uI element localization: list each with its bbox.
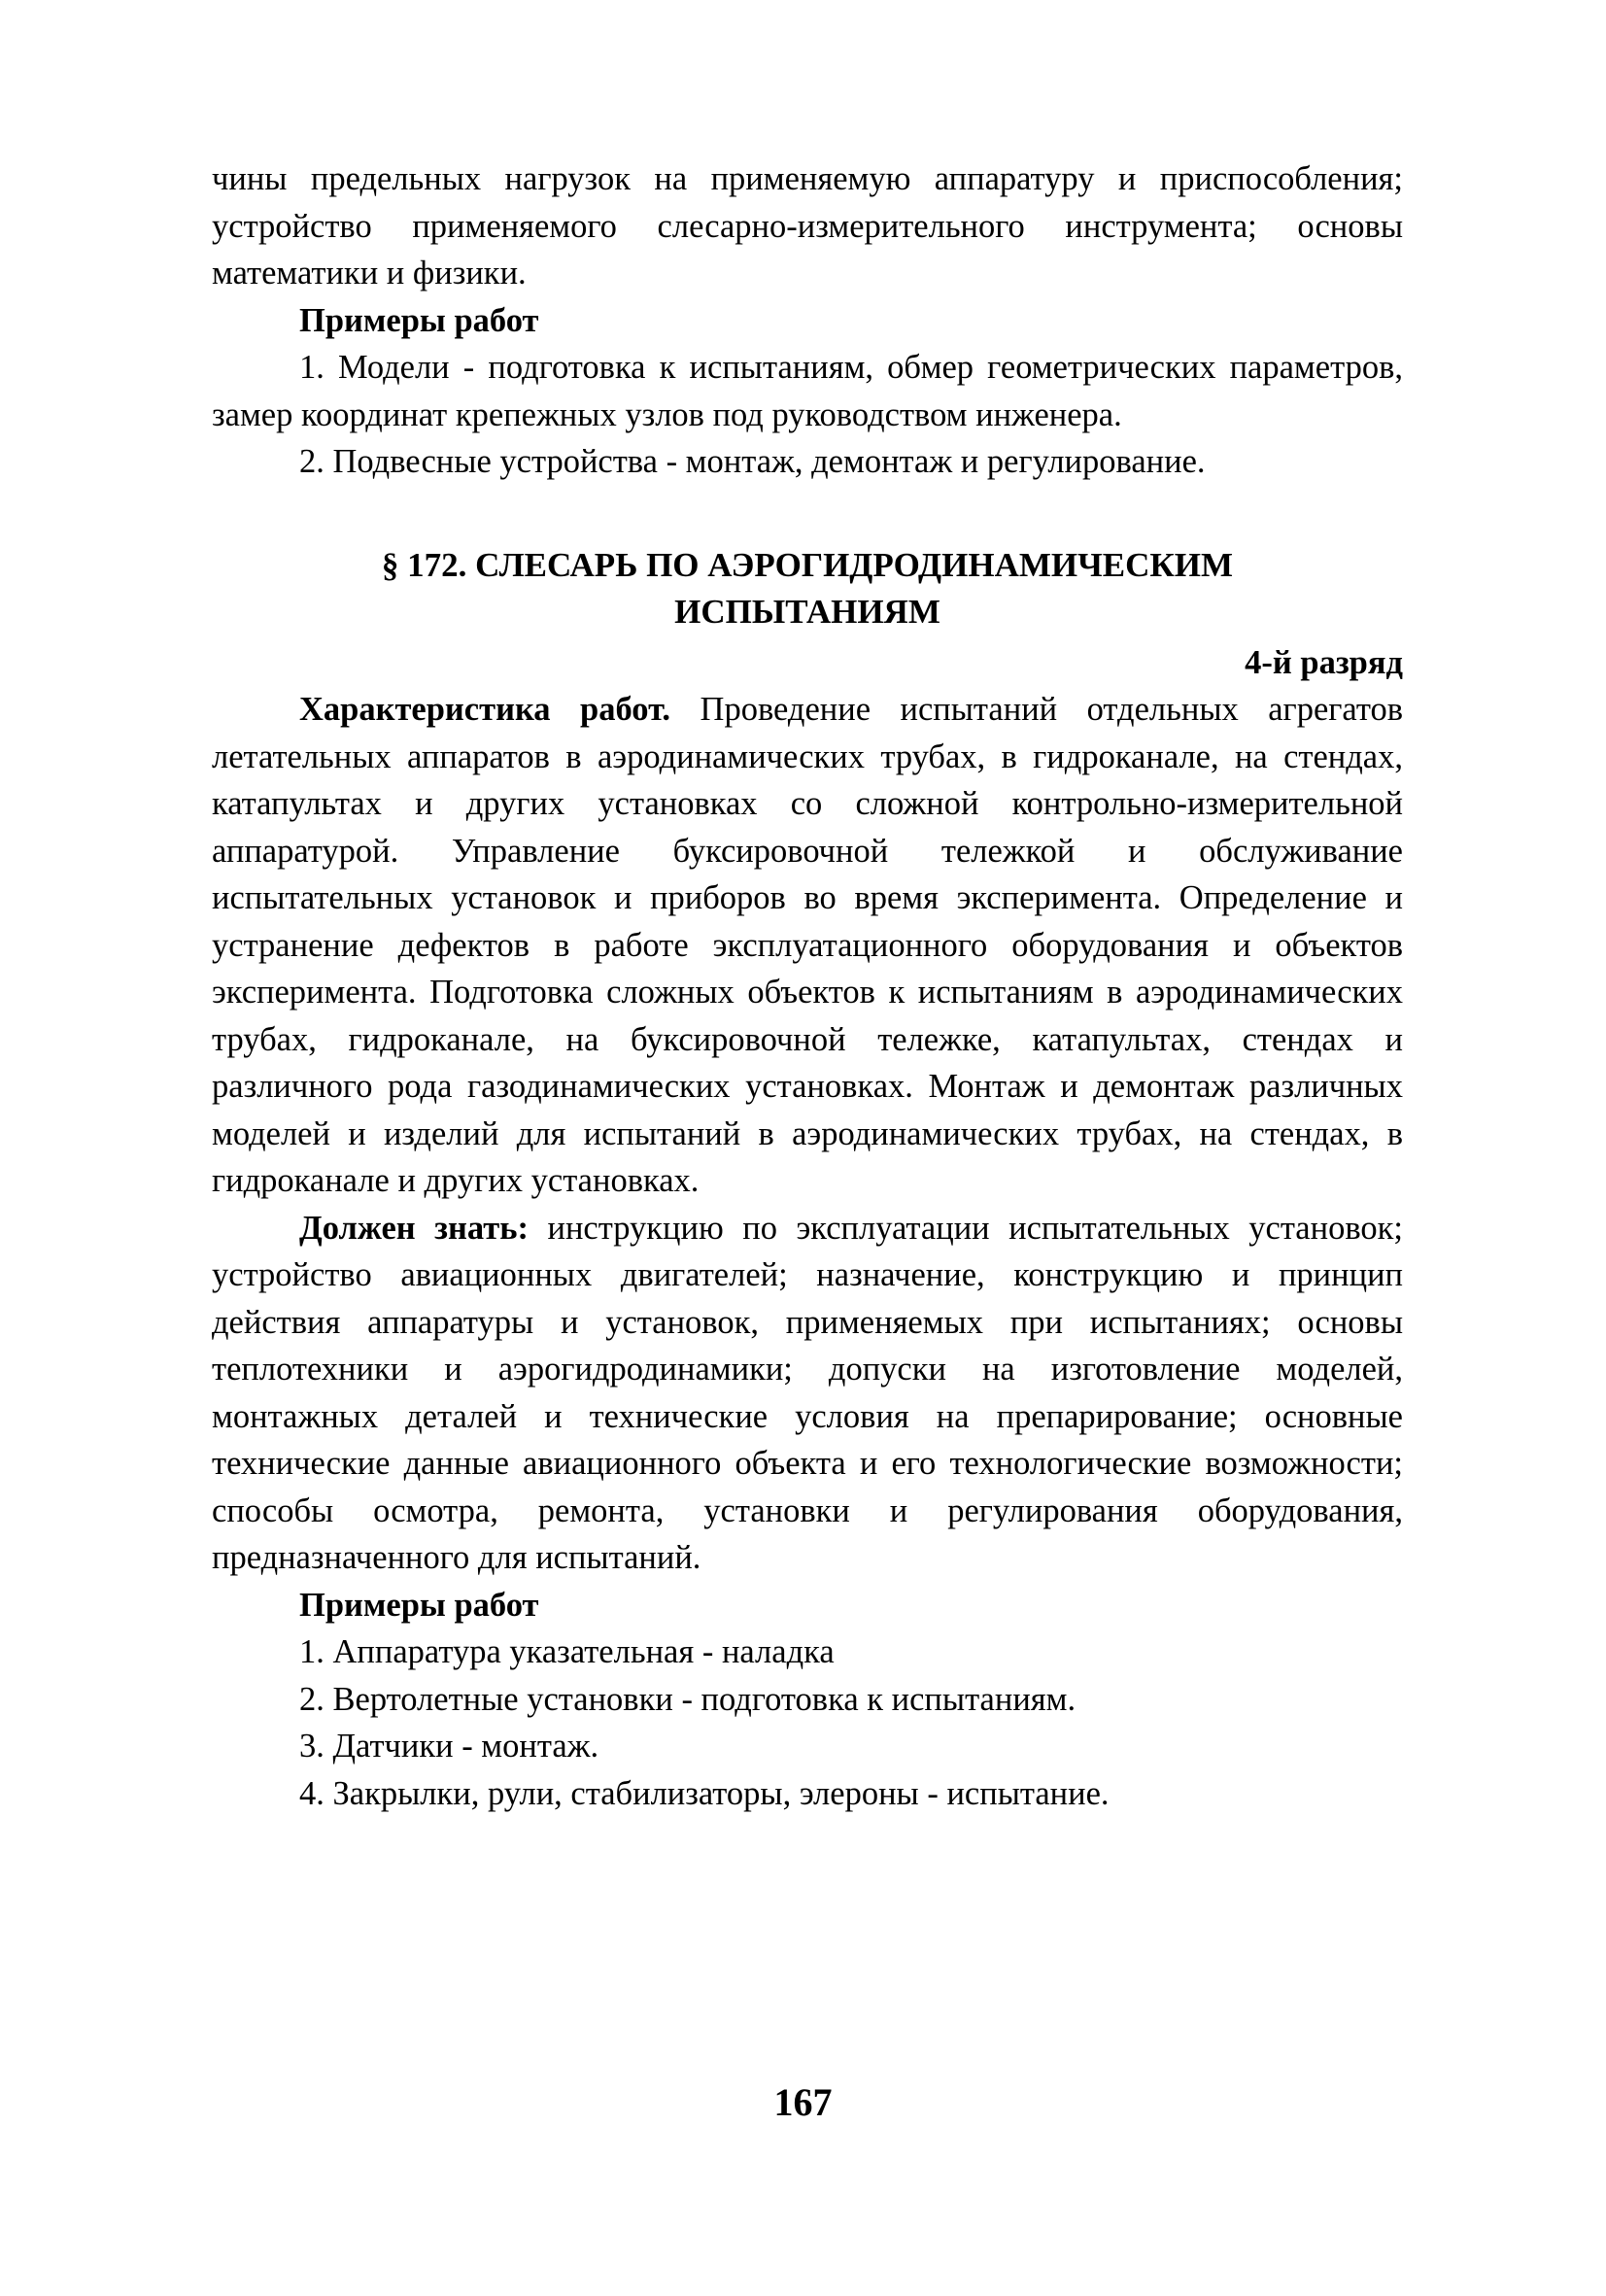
characteristics-text: Проведение испытаний отдельных агрегатов летательных аппаратов в аэродинамических трубах, в гидроканале, на стендах, катапультах и других установках со сложной контрольно-измерительной аппаратурой. Управление буксировочной тележкой и обслуживание испытательных установок и приборов во время эксперимента. Определение и устранение дефектов в работе эксплуатационного оборудования и объектов эксперимента. Подготовка сложных объектов к испытаниям в аэродинамических трубах, гидроканале, на буксировочной тележке, катапультах, стендах и различного рода газодинамических установках. Монтаж и демонтаж различных моделей и изделий для испытаний в аэродинамических трубах, на стендах, в гидроканале и других установках. [212,691,1403,1199]
section-example-item: 2. Вертолетные установки - подготовка к испытаниям. [299,1680,1076,1718]
section-title [212,542,1403,635]
characteristics-label: Характеристика работ. [299,691,671,728]
must-know-label: Должен знать: [299,1209,529,1247]
section-example-item: 1. Аппаратура указательная - наладка [299,1633,835,1670]
page-body [212,155,1403,1817]
intro-examples-heading: Примеры работ [299,301,539,339]
intro-example-item: 2. Подвесные устройства - монтаж, демонтаж и регулирование. [299,443,1206,480]
intro-paragraph: чины предельных нагрузок на применяемую аппаратуру и приспособления; устройство применяемого слесарно-измерительного инструмента; основы математики и физики. [212,160,1403,291]
section-examples-heading: Примеры работ [299,1586,539,1624]
page-number: 167 [773,2080,833,2124]
must-know-paragraph [212,1205,1403,1582]
section-title-line: § 172. СЛЕСАРЬ ПО АЭРОГИДРОДИНАМИЧЕСКИМ [381,545,1234,584]
section-example-item: 4. Закрылки, рули, стабилизаторы, элероны - испытание. [299,1774,1110,1812]
characteristics-paragraph [212,686,1403,1205]
must-know-text: инструкцию по эксплуатации испытательных установок; устройство авиационных двигателей; назначение, конструкцию и принцип действия аппаратуры и установок, применяемых при испытаниях; основы теплотехники и аэрогидродинамики; допуски на изготовление моделей, монтажных деталей и технические условия на препарирование; основные технические данные авиационного объекта и его технологические возможности; способы осмотра, ремонта, установки и регулирования оборудования, предназначенного для испытаний. [212,1209,1403,1576]
rank-label: 4-й разряд [1245,643,1403,681]
intro-example-item: 1. Модели - подготовка к испытаниям, обмер геометрических параметров, замер координат крепежных узлов под руководством инженера. [212,349,1403,433]
section-example-item: 3. Датчики - монтаж. [299,1728,599,1765]
section-title-line: ИСПЫТАНИЯМ [674,592,940,631]
